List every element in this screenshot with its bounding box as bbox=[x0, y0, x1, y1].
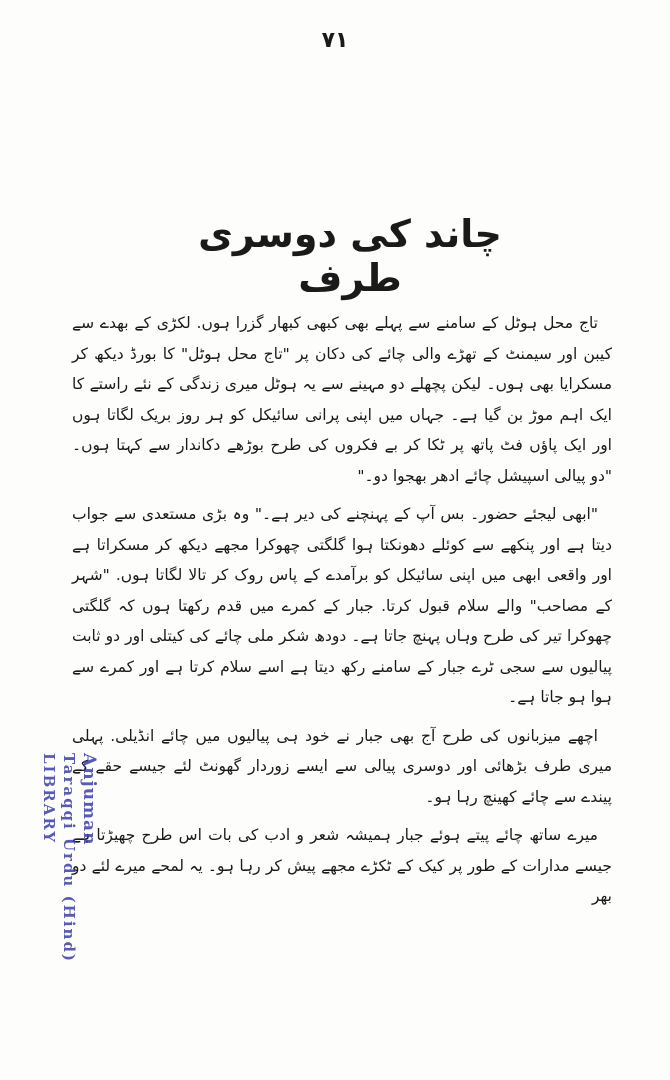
paragraph: "ابھی لیجئے حضور۔ بس آپ کے پہنچنے کی دیر ہے۔" وہ بڑی مستعدی سے جواب دیتا ہے اور پنکھے سے کوئلے دھونکتا ہوا گلگتی چھوکرا مجھے دیکھ کر مسکراتا ہے اور واقعی ابھی میں اپنی سائیکل کو برآمدے کے پاس روک کر تالا لگاتا ہوں. "شہر کے مصاحب" والے سلام قبول کرتا. جبار کے کمرے میں قدم رکھتا ہوں کہ گلگتی چھوکرا تیر کی طرح وہاں پہنچ جاتا ہے۔ دودھ شکر ملی چائے کی کیتلی اور دو ثابت پیالیوں سے سجی ٹرے جبار کے سامنے رکھ دیتا ہے اسے سلام کرتا ہے اور کمرے سے ہوا ہو جاتا ہے۔ bbox=[72, 505, 612, 706]
library-stamp bbox=[29, 753, 99, 964]
paragraph: میرے ساتھ چائے پیتے ہوئے جبار ہمیشہ شعر و ادب کی بات اس طرح چھیڑتا ہے جیسے مدارات کے طور پر کیک کے ٹکڑے مجھے پیش کر رہا ہو۔ یہ لمحے میرے لئے دو بھر bbox=[72, 826, 612, 905]
page-number: ۷۱ bbox=[321, 28, 349, 53]
stamp-line-taraqqi: Taraqqi Urdu (Hind) bbox=[60, 753, 78, 964]
body-text bbox=[72, 308, 612, 920]
stamp-line-library: LIBRARY bbox=[40, 753, 58, 845]
paragraph: اچھے میزبانوں کی طرح آج بھی جبار نے خود ہی پیالیوں میں چائے انڈیلی. پہلی میری طرف بڑھائی اور دوسری پیالی سے ایسے زوردار گھونٹ لئے جیسے حقے کے پیندے سے چائے کھینچ رہا ہو۔ bbox=[72, 726, 612, 806]
stamp-line-anjuman: Anjuman bbox=[79, 753, 99, 846]
paragraph: تاج محل ہوٹل کے سامنے سے پہلے بھی کبھی کبھار گزرا ہوں. لکڑی کے بھدے سے کیبن اور سیمنٹ کے تھڑے والی چائے کی دکان پر "تاج محل ہوٹل" کا بورڈ دیکھ کر مسکرایا بھی ہوں۔ لیکن پچھلے دو مہینے سے یہ ہوٹل میری زندگی کے نئے راستے کا ایک اہم موڑ بن گیا ہے۔ جہاں میں اپنی پرانی سائیکل کو ہر روز بریک لگاتا ہوں اور ایک پاؤں فٹ پاتھ پر ٹکا کر بے فکروں کی طرح بوڑھے دکاندار سے کہتا ہوں۔ "دو پیالی اسپیشل چائے ادھر بھجوا دو۔" bbox=[72, 314, 612, 485]
chapter-title: چاند کی دوسری طرف bbox=[198, 212, 502, 300]
